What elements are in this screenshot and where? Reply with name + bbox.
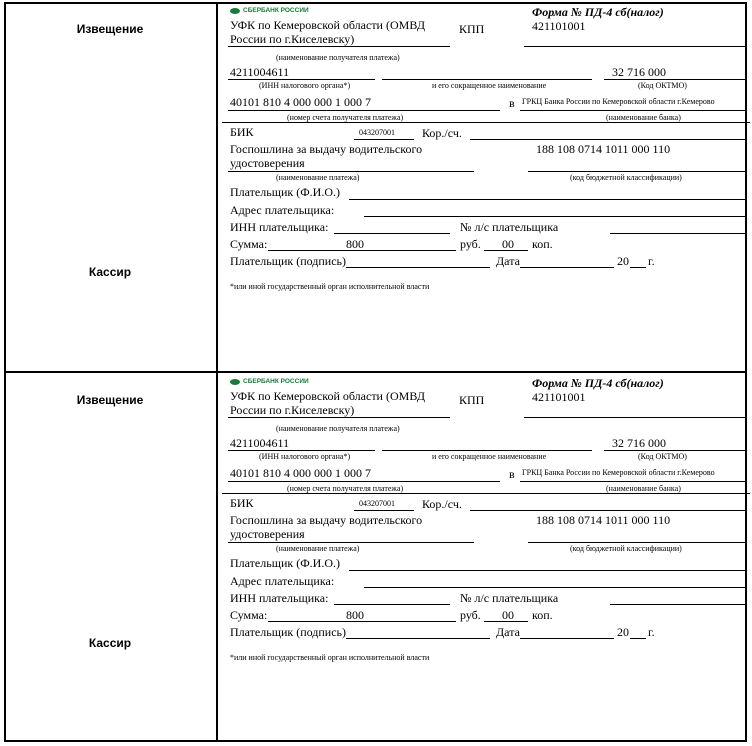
- notice-label: Извещение: [76, 393, 144, 407]
- recipient-underline: [228, 46, 450, 47]
- kop-label: коп.: [532, 608, 553, 622]
- sum-value: 800: [346, 608, 364, 622]
- logo-text: СБЕРБАНК РОССИИ: [243, 378, 309, 385]
- year-field[interactable]: [630, 267, 646, 268]
- bank-underline: [520, 481, 746, 482]
- kop-label: коп.: [532, 237, 553, 251]
- kbk-value: 188 108 0714 1011 000 110: [536, 513, 671, 527]
- footnote: *или иной государственный орган исполнительной власти: [230, 282, 430, 291]
- bik-value: 043207001: [359, 128, 395, 137]
- cashier-label: Кассир: [88, 636, 132, 650]
- cashier-label: Кассир: [88, 265, 132, 279]
- account-no-label: № л/с плательщика: [460, 220, 559, 234]
- account-underline: [228, 110, 500, 111]
- kor-account-field[interactable]: [470, 139, 746, 140]
- year-prefix: 20: [617, 625, 629, 639]
- rub-label: руб.: [460, 608, 481, 622]
- oktmo-caption: (Код ОКТМО): [638, 452, 687, 461]
- kbk-caption: (код бюджетной классификации): [570, 544, 682, 553]
- purpose-underline: [228, 171, 474, 172]
- bik-value: 043207001: [359, 499, 395, 508]
- purpose-line1: Госпошлина за выдачу водительского: [230, 513, 423, 527]
- short-name-underline: [382, 450, 592, 451]
- inn-value: 4211004611: [230, 436, 290, 450]
- account-value: 40101 810 4 000 000 1 000 7: [230, 95, 371, 109]
- bik-underline: [354, 139, 414, 140]
- recipient-caption: (наименование получателя платежа): [276, 53, 400, 62]
- purpose-line2: удостоверения: [230, 527, 305, 541]
- address-label: Адрес плательщика:: [230, 203, 335, 217]
- kpp-underline: [524, 417, 746, 418]
- date-label: Дата: [496, 625, 520, 639]
- payer-name-field[interactable]: [349, 570, 746, 571]
- inn-value: 4211004611: [230, 65, 290, 79]
- kop-value: 00: [502, 608, 514, 622]
- payer-inn-label: ИНН плательщика:: [230, 591, 329, 605]
- account-no-label: № л/с плательщика: [460, 591, 559, 605]
- kpp-underline: [524, 46, 746, 47]
- year-suffix: г.: [648, 625, 655, 639]
- payer-account-field[interactable]: [610, 604, 746, 605]
- sberbank-logo-icon: [230, 8, 240, 14]
- year-field[interactable]: [630, 638, 646, 639]
- bank-caption: (наименование банка): [606, 484, 681, 493]
- footnote: *или иной государственный орган исполнительной власти: [230, 653, 430, 662]
- recipient-line1: УФК по Кемеровской области (ОМВД: [230, 389, 426, 403]
- purpose-caption: (наименование платежа): [276, 173, 360, 182]
- kbk-underline: [528, 171, 746, 172]
- form-title: Форма № ПД-4 сб(налог): [532, 376, 664, 390]
- date-label: Дата: [496, 254, 520, 268]
- payment-notice-bottom: [4, 373, 747, 742]
- oktmo-underline: [604, 79, 746, 80]
- account-underline: [228, 481, 500, 482]
- kpp-label: КПП: [459, 393, 485, 407]
- date-field[interactable]: [520, 638, 614, 639]
- year-suffix: г.: [648, 254, 655, 268]
- payer-inn-field[interactable]: [334, 604, 450, 605]
- account-caption: (номер счета получателя платежа): [287, 113, 404, 122]
- sum-value: 800: [346, 237, 364, 251]
- sberbank-logo-icon: [230, 379, 240, 385]
- sberbank-logo: [230, 7, 309, 14]
- payer-inn-field[interactable]: [334, 233, 450, 234]
- payer-address-field[interactable]: [364, 216, 746, 217]
- inn-underline: [228, 79, 375, 80]
- payer-label: Плательщик (Ф.И.О.): [230, 185, 340, 199]
- signature-field[interactable]: [346, 267, 490, 268]
- short-name-underline: [382, 79, 592, 80]
- inn-caption: (ИНН налогового органа*): [259, 81, 351, 90]
- short-name-caption: и его сокращенное наименование: [432, 81, 547, 90]
- payer-label: Плательщик (Ф.И.О.): [230, 556, 340, 570]
- notice-label: Извещение: [76, 22, 144, 36]
- payer-name-field[interactable]: [349, 199, 746, 200]
- kpp-value: 421101001: [532, 390, 586, 404]
- purpose-underline: [228, 542, 474, 543]
- purpose-line1: Госпошлина за выдачу водительского: [230, 142, 423, 156]
- logo-text: СБЕРБАНК РОССИИ: [243, 7, 309, 14]
- payment-notice-top: [4, 2, 747, 373]
- payer-address-field[interactable]: [364, 587, 746, 588]
- short-name-caption: и его сокращенное наименование: [432, 452, 547, 461]
- year-prefix: 20: [617, 254, 629, 268]
- payer-account-field[interactable]: [610, 233, 746, 234]
- account-caption: (номер счета получателя платежа): [287, 484, 404, 493]
- sign-label: Плательщик (подпись): [230, 625, 347, 639]
- kpp-label: КПП: [459, 22, 485, 36]
- sum-label: Сумма:: [230, 237, 268, 251]
- payer-inn-label: ИНН плательщика:: [230, 220, 329, 234]
- kor-label: Кор./сч.: [422, 497, 462, 511]
- kor-account-field[interactable]: [470, 510, 746, 511]
- section-separator: [222, 493, 750, 494]
- bank-underline: [520, 110, 746, 111]
- in-word: в: [509, 96, 515, 110]
- recipient-underline: [228, 417, 450, 418]
- oktmo-value: 32 716 000: [612, 65, 666, 79]
- bank-caption: (наименование банка): [606, 113, 681, 122]
- kor-label: Кор./сч.: [422, 126, 462, 140]
- rub-label: руб.: [460, 237, 481, 251]
- bik-label: БИК: [230, 496, 254, 510]
- purpose-line2: удостоверения: [230, 156, 305, 170]
- in-word: в: [509, 467, 515, 481]
- account-value: 40101 810 4 000 000 1 000 7: [230, 466, 371, 480]
- address-label: Адрес плательщика:: [230, 574, 335, 588]
- kbk-underline: [528, 542, 746, 543]
- bank-value: ГРКЦ Банка России по Кемеровской области г.Кемерово: [522, 468, 715, 477]
- recipient-line1: УФК по Кемеровской области (ОМВД: [230, 18, 426, 32]
- bank-value: ГРКЦ Банка России по Кемеровской области г.Кемерово: [522, 97, 715, 106]
- kop-value: 00: [502, 237, 514, 251]
- sum-label: Сумма:: [230, 608, 268, 622]
- oktmo-underline: [604, 450, 746, 451]
- kpp-value: 421101001: [532, 19, 586, 33]
- bik-underline: [354, 510, 414, 511]
- sign-label: Плательщик (подпись): [230, 254, 347, 268]
- purpose-caption: (наименование платежа): [276, 544, 360, 553]
- bik-label: БИК: [230, 125, 254, 139]
- signature-field[interactable]: [346, 638, 490, 639]
- kbk-value: 188 108 0714 1011 000 110: [536, 142, 671, 156]
- sberbank-logo: [230, 378, 309, 385]
- date-field[interactable]: [520, 267, 614, 268]
- inn-caption: (ИНН налогового органа*): [259, 452, 351, 461]
- section-separator: [222, 122, 750, 123]
- oktmo-caption: (Код ОКТМО): [638, 81, 687, 90]
- form-title: Форма № ПД-4 сб(налог): [532, 5, 664, 19]
- recipient-line2: России по г.Киселевску): [230, 32, 355, 46]
- inn-underline: [228, 450, 375, 451]
- recipient-caption: (наименование получателя платежа): [276, 424, 400, 433]
- kbk-caption: (код бюджетной классификации): [570, 173, 682, 182]
- recipient-line2: России по г.Киселевску): [230, 403, 355, 417]
- oktmo-value: 32 716 000: [612, 436, 666, 450]
